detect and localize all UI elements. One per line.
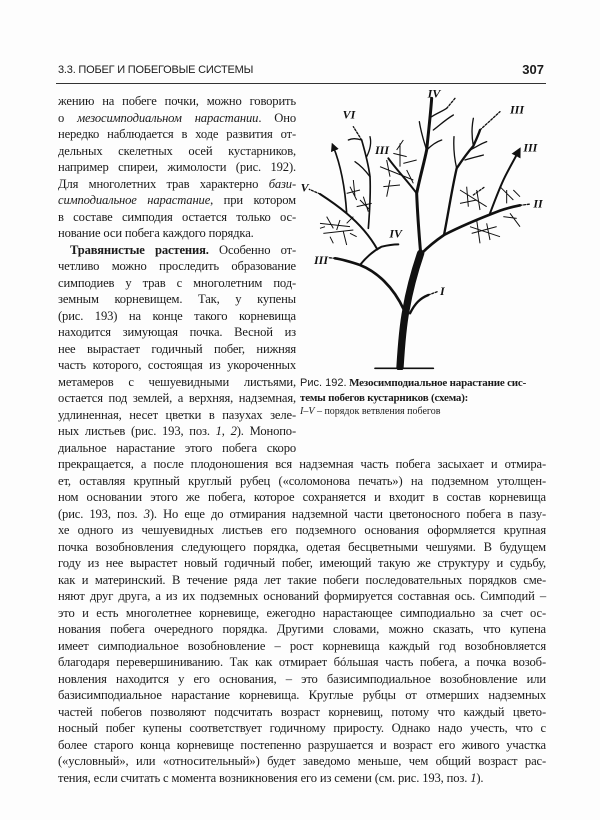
text-segment: прекращается, а после плодоношения вся надземная часть побега засыхает и отмира- xyxy=(58,457,546,471)
text-segment: ). Но еще до отмирания надземной части цветоносного побега в пазу- xyxy=(149,506,547,521)
branch-right-main xyxy=(422,205,520,253)
label-i: I xyxy=(440,284,445,298)
running-header: 3.3. ПОБЕГ И ПОБЕГОВЫЕ СИСТЕМЫ xyxy=(58,64,254,76)
label-iii-top: III xyxy=(510,102,525,117)
text-segment: . Оно xyxy=(258,110,296,125)
text-line xyxy=(58,275,296,292)
text-segment: (рис. 193) на конце такого корневища xyxy=(58,308,296,323)
text-line xyxy=(58,621,546,638)
caption-title-1: Мезосимподиальное нарастание сис- xyxy=(346,377,527,389)
text-line xyxy=(58,242,296,259)
branch-iii-right xyxy=(490,152,518,214)
figure-caption xyxy=(300,376,548,420)
text-line xyxy=(58,671,546,688)
text-segment: частей побегов позволяют подсчитать возраст корневищ, потому что каждый цвето- xyxy=(58,704,546,719)
text-segment: часть которого, состоящая из укороченных xyxy=(58,358,296,372)
text-segment: имеет симподиальное возобновление – рост корневища каждый год возобновляется xyxy=(58,638,546,653)
text-line xyxy=(58,423,296,440)
text-segment: нередко наблюдается в ходе развития от- xyxy=(58,127,296,141)
text-line xyxy=(58,489,546,506)
text-line xyxy=(58,308,296,325)
text-line xyxy=(58,539,546,556)
text-segment: ных листьев (рис. 193, поз. xyxy=(58,424,216,438)
text-segment: ). Монопо- xyxy=(236,424,296,438)
text-line xyxy=(58,143,296,160)
text-segment: нования побега очередного порядка. Другими словами, можно сказать, что купена xyxy=(58,622,546,636)
label-vi: VI xyxy=(342,107,356,122)
text-segment: Травянистые растения. xyxy=(70,242,209,257)
label-iii-right: III xyxy=(523,140,538,155)
text-segment: («условный», или «относительный») будет заведомо меньше, чем общий возраст рас- xyxy=(58,754,546,768)
label-iv-low: IV xyxy=(389,226,403,241)
text-segment: новления находится у его основания, – это базисимподиальное возобновление или xyxy=(58,671,546,686)
text-segment: дельных скелетных осей кустарников, xyxy=(58,143,296,158)
text-segment: базисимподиальное нарастание корневища. Круглые рубцы от отмерших надземных xyxy=(58,688,546,702)
text-segment: (рис. 193, поз. xyxy=(58,506,144,521)
text-segment: , xyxy=(221,424,231,438)
label-iii-mid: III xyxy=(375,143,390,157)
text-line xyxy=(58,93,296,110)
text-segment: это и есть многолетнее корневище, ежегодно нарастающее симподиально за счет ос- xyxy=(58,605,546,620)
text-segment: мезосимподиальном нарастании xyxy=(77,110,259,125)
text-segment: удлиненная, несет цветки в пазухах зеле- xyxy=(58,407,296,422)
text-line xyxy=(58,638,546,655)
text-segment: носный побег купены соответствует годичному приросту. Однако надо учесть, что с xyxy=(58,721,546,735)
page-number: 307 xyxy=(522,62,544,77)
text-segment: метамеров с чешуевидными листьями, xyxy=(58,374,296,389)
text-segment: симподиальное нарастание xyxy=(58,193,211,207)
text-segment: благодаря перевершиниванию. Так как отмирает бóльшая часть побега, а почка возоб- xyxy=(58,655,546,669)
text-line xyxy=(58,357,296,374)
label-v: V xyxy=(300,180,309,195)
text-segment: нее вырастает годичный побег, нижняя xyxy=(58,341,296,356)
text-segment: 2 xyxy=(230,424,237,438)
branch-iv-low xyxy=(360,244,398,265)
text-line xyxy=(58,654,546,671)
text-segment: симподиев у трав с многолетним под- xyxy=(58,275,296,290)
text-line xyxy=(58,440,296,457)
text-line xyxy=(58,737,546,754)
text-line xyxy=(58,390,296,407)
text-line xyxy=(58,572,546,589)
text-segment: остается под землей, а верхняя, надземная, xyxy=(58,391,296,405)
label-ii: II xyxy=(533,196,543,211)
text-segment: о xyxy=(58,110,78,125)
text-line xyxy=(58,324,296,341)
full-width-text xyxy=(58,456,546,786)
text-line xyxy=(58,770,546,787)
text-line xyxy=(58,159,296,176)
text-line xyxy=(58,291,296,308)
label-iii-low: III xyxy=(314,253,329,267)
text-segment: 1 xyxy=(215,424,222,438)
text-line xyxy=(58,258,296,275)
text-segment: нование оси побега каждого порядка. xyxy=(58,226,254,240)
text-segment: , при котором xyxy=(210,193,296,207)
label-iv-top: IV xyxy=(427,86,441,101)
text-line xyxy=(58,126,296,143)
text-line xyxy=(58,605,546,622)
text-segment: почка возобновления следующего порядка, одетая бесцветными чешуями. В будущем xyxy=(58,539,546,554)
text-line xyxy=(58,473,546,490)
text-line xyxy=(58,374,296,391)
branch-vi xyxy=(362,140,371,228)
text-line xyxy=(58,456,546,473)
figure-192-shrub-diagram xyxy=(300,80,560,370)
text-segment: 1 xyxy=(470,770,477,785)
text-line xyxy=(58,110,296,127)
text-line xyxy=(58,753,546,770)
text-segment: ). xyxy=(476,770,484,785)
text-line xyxy=(58,704,546,721)
text-line xyxy=(58,588,546,605)
text-segment: 3 xyxy=(143,506,150,521)
text-segment: земным корневищем. Так, у купены xyxy=(58,292,296,306)
text-segment: тения, если считать с момента возникновения его из семени (см. рис. 193, поз. xyxy=(58,770,471,785)
text-segment: диальное нарастание этого побега скоро xyxy=(58,440,296,455)
text-segment: ет, оставляя крупный круглый рубец («соломонова печать») на подземном утолщен- xyxy=(58,473,546,488)
left-text-column xyxy=(58,93,296,456)
caption-legend-text: – порядок ветвления побегов xyxy=(314,406,441,417)
text-line xyxy=(58,225,296,242)
text-segment: жению на побеге почки, можно говорить xyxy=(58,94,296,108)
text-segment: более старого конца корневище постепенно разрушается и возраст его живого участка xyxy=(58,737,546,752)
text-line xyxy=(58,209,296,226)
branch-i xyxy=(410,295,428,313)
text-segment: например спиреи, жимолости (рис. 192). xyxy=(58,160,296,174)
text-segment: Для многолетних трав характерно xyxy=(58,176,269,191)
text-segment: ном основании этого же побега, которое сохраняется и входит в состав корневища xyxy=(58,490,546,504)
figure-number: Рис. 192. xyxy=(300,377,347,389)
text-line xyxy=(58,687,546,704)
text-line xyxy=(58,176,296,193)
caption-title-2: темы побегов кустарников (схема): xyxy=(300,391,469,404)
text-line xyxy=(58,407,296,424)
text-line xyxy=(58,506,546,523)
text-line xyxy=(58,720,546,737)
text-line xyxy=(58,192,296,209)
text-segment: в составе симподия остается только ос- xyxy=(58,209,296,224)
text-segment: хе одного из чешуевидных листьев его подземного основания оформляется крупная xyxy=(58,523,546,537)
text-segment: бази- xyxy=(268,176,296,191)
text-line xyxy=(58,555,546,572)
text-line xyxy=(58,341,296,358)
text-segment: находится зимующая почка. Весной из xyxy=(58,325,296,339)
text-line xyxy=(58,522,546,539)
branch-iii-low xyxy=(335,258,404,310)
branch-iii-top xyxy=(444,130,480,235)
text-segment: четливо можно проследить образование xyxy=(58,259,296,273)
text-segment: няют друг друга, а из их подземных оснований формируется составная ось. Симподий – xyxy=(58,589,546,603)
text-segment: году из нее вырастет новый годичный побег, имеющий такую же структуру и судьбу, xyxy=(58,556,546,570)
text-segment: Особенно от- xyxy=(208,242,296,257)
caption-legend-key: I–V xyxy=(300,406,315,417)
text-segment: как и материнский. В течение ряда лет такие побеги последовательных порядков сме- xyxy=(58,572,546,587)
